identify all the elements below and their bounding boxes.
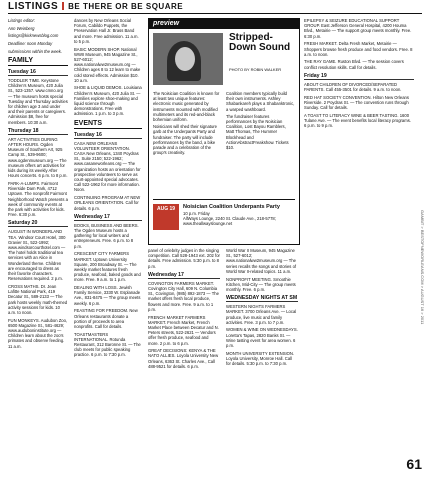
listing-entry: PARK-A-LUMPS. Fairmont Riverside Dam Park, 4712 Uptown. The nonprofit Fairmont Neighborhood Watch presents a week of community events at the park with activities for kids. Free. 6:30 p.m. — [8, 180, 68, 218]
intro-line[interactable]: listings@kirknewsblog.com — [8, 33, 59, 39]
listing-entry: panel of celebrity judges in the singing competition. Call 528-1943 ext. 202 for details. Free admission. 5:30 p.m. to 8 p.m. — [148, 248, 220, 269]
listing-entry: ABOUT CHILDREN OF DIVORCED/SEPARATED PARENTS. Call 455-3501 for details. 9 a.m. to noon. — [304, 81, 402, 93]
listing-entry: FUN MONKEYS. Audubon Zoo, 6500 Magazine St., 581-4629; www.auduboninstitute.org — Children learn about the zoo's primates and observe feeding. 11 a.m. — [8, 317, 68, 349]
listing-entry: DEALING WITH LOSS. Jewish Family Service, 3330 W. Esplanade Ave., 831-8475 — The group meets weekly. 6 p.m. — [74, 285, 141, 306]
column-lower-right — [226, 248, 298, 470]
date-heading: Tuesday 16 — [74, 132, 142, 139]
listing-entry: GREAT DECISIONS: KENYA & THE NATO ALLIES. Loyola University New Orleans, 6363 St. Charles Ave., Call 488-9521 for details. 6 p.m. — [148, 348, 219, 369]
listing-entry: ART ACTIVITIES DURING AFTER HOURS. Ogden Museum of Southern Art, 925 Camp St., 539-9600; www.ogdenmuseum.org — The museum offers art activities for kids during its weekly After Hours concerts. 6 p.m. to 8 p.m. — [8, 136, 68, 179]
listing-entry: NONPROFIT MEETING. Smoothie Kitchen, Mid-City — The group meets monthly. Free. 6 p.m. — [226, 276, 296, 292]
photo-face-shape — [175, 47, 195, 71]
listing-entry: COVINGTON FARMERS MARKET. Covington City Hall, 609 N. Columbia St., Covington, (985) 892-1873 — The market offers fresh local produce, flowers and more. Free. 9 a.m. to 1 p.m. — [148, 280, 219, 312]
listing-entry: BOOKS, BUSINESS AND BEERS. The Ogden Museum hosts a gathering for local writers and entrepreneurs. Free. 6 p.m. to 8 p.m. — [74, 222, 139, 249]
page-number: 61 — [406, 456, 422, 472]
preview-banner — [149, 19, 299, 29]
listing-entry: MONTH UNIVERSITY EXTENSION. Loyola University, Monroe Hall. Call for details. 5:30 p.m. to 7:30 p.m. — [226, 350, 295, 367]
listing-entry: TOASTMASTERS INTERNATIONAL. Rotunda Restaurant, 312 Baronne St. — The club meets for public speaking practice. 6 p.m. to 7:30 p.m. — [74, 331, 141, 358]
preview-body — [153, 91, 295, 155]
event-venue: AllWays Lounge, 2240 St. Claude Ave., 218-5778; www.theallwayslounge.net — [183, 215, 276, 226]
column-family — [8, 18, 68, 468]
listing-entry: CRESCENT CITY FARMERS MARKET. Uptown University Square, 200 Broadway St. — The weekly market features fresh produce, seafood, baked goods and more. Free. 9 a.m. to 1 p.m. — [74, 251, 141, 283]
listing-entry: AUGUST IN WONDERLAND TEA. Windsor Court Hotel, 300 Gravier St., 522-1992; www.windsorcourthotel.com — The hotel holds traditional tea services with an Alice in Wonderland theme. Children are encouraged to dress as their favorite characters. Reservations required. 2 p.m. — [8, 229, 66, 282]
preview-paragraph: Noisicians will shed their signature garb at the Underpants Party and fundraiser. The party will include performances by the band, a bike parade and a celebration of the group's creativity. — [153, 124, 218, 156]
listing-entry: WOMEN & WINE ON WEDNESDAYS. Loretta's Tapas, 2820 Banks St. — Wine tasting event for area women. 6 p.m. — [226, 327, 298, 349]
listing-entry: FRESH MARKET. Delta Fresh Market, Metairie — Shoppers browse fresh produce and food vendors. Free. 8 a.m. to noon. — [304, 41, 413, 57]
intro-line: Ann Weinberg — [8, 25, 35, 31]
event-name: Noisician Coalition Underpants Party — [183, 204, 280, 210]
date-heading: Thursday 18 — [8, 128, 68, 135]
title-divider — [62, 2, 64, 10]
listing-entry: BASIC MODERN SHOP. National WWII Museum, 945 Magazine St., 527-6012; www.nationalww2museum.org — Children ages 8 to 12 learn to make cold stored effects. Admission $10. 10 a.m. — [74, 46, 141, 83]
intro-line: Deadline: noon Monday — [8, 41, 53, 47]
photo-credit: PHOTO BY ROBIN WALKER — [229, 67, 282, 72]
listing-entry: FRENCH MARKET FARMERS MARKET. French Market, French Market Place between Decatur and N. Peters streets, 522-2621 — Vendors offer fresh produce, seafood and more. 2 p.m. to 6 p.m. — [148, 314, 219, 346]
listing-entry: SHOE & LIQUID DEMOS. Louisiana Children's Museum, 420 Julia St. — Families explore shoe-making and liquid science through demonstrations. Free with admission. 1 p.m. to 3 p.m. — [74, 85, 142, 117]
listing-entry: RED HAT SOCIETY CONVENTION. Hilton New Orleans Riverside. 2 Poydras St. — The convention runs through Sunday. Call for details. — [304, 94, 409, 111]
column-lower-mid — [148, 248, 220, 470]
event-date-badge: AUG 19 — [153, 204, 179, 230]
listing-entry: EPILEPSY & SEIZURE EDUCATIONAL SUPPORT GROUP. East Jefferson General Hospital, 4200 Houma Blvd., Metairie — The support group meets monthly. Free. 6:30 p.m. — [304, 18, 412, 39]
events-heading: EVENTS — [74, 120, 142, 129]
family-heading: FAMILY — [8, 57, 68, 66]
listing-entry: WESTERN NIGHTS FARMERS MARKET. 3700 Orleans Ave. — Local produce, live music and family activities. Free. 3 p.m. to 7 p.m. — [226, 304, 297, 325]
listing-entry: World War II Museum, 945 Magazine St., 527-6012; www.nationalww2museum.org — The series recalls the songs and stories of World War II-related topics. 11 a.m. — [226, 248, 297, 274]
listing-entry: CROSS MATHS. Dr. Jean Lafitte National Park, 419 Decatur St., 589-2133 — The park hosts weekly math-themed activity sessions for kids. 10 a.m. to noon. — [8, 283, 68, 315]
intro-line: Listings editor: — [8, 18, 35, 23]
band-photo — [153, 33, 223, 85]
listings-title: LISTINGS — [8, 1, 59, 12]
date-heading: WEDNESDAY NIGHTS AT SM — [226, 295, 298, 302]
listing-entry: CONTINUING PROGRAM AT NEW ORLEANS ORIENTATION. Call for details. 6 p.m. — [74, 195, 141, 211]
preview-paragraph: The Noisician Coalition is known for at least two unique features: electronic music generated by instruments mounted with modified multimeters and its red-and-black bohemian uniform. — [153, 91, 220, 123]
date-heading: Saturday 20 — [8, 220, 68, 227]
listing-entry: THE RAY GAME. Ruston Blvd. — The session covers conflict resolution skills. Call for details. — [304, 59, 404, 70]
listing-entry: FEASTING FOR FREEDOM. New Orleans restaurants donate a portion of proceeds to area nonprofits. Call for details. — [74, 308, 138, 329]
page-footer-line: GAMBIT > BESTOFNEWORLEANS.COM > AUGUST 16 > 2011 — [420, 210, 425, 325]
intro-line: submissions within the week. — [8, 48, 62, 54]
date-heading: Wednesday 17 — [148, 272, 220, 279]
column-events — [74, 18, 142, 468]
listing-entry: A TOAST TO LITERACY WINE & BEER TASTING. 1600 Tulane Ave. — The event benefits local literacy programs. 6 p.m. to 9 p.m. — [304, 112, 411, 129]
preview-label: preview — [153, 20, 180, 27]
date-heading: Friday 19 — [304, 73, 414, 80]
page-header — [0, 0, 430, 14]
listing-entry: CASA NEW ORLEANS VOLUNTEER ORIENTATION. CASA New Orleans, 1340 Poydras St., Suite 2150; 522-1962; www.casaneworleans.org — The organization hosts an orientation for prospective volunteers to serve as court-appointed special advocates. Call 522-1962 for more information. Noon. — [74, 140, 141, 193]
section-subtitle: BE THERE OR BE SQUARE — [68, 2, 184, 11]
event-box — [153, 199, 295, 242]
section-title — [8, 1, 183, 12]
listing-entry: TODDLER TIME. Keystone Children's Museum, 420 Julia St., 523-1357. www.cmno.org — The museum hosts special Tuesday and Thursday activities for children age 3 and under and their parents or caregivers. Admission $8, free for members. 10:30 a.m. — [8, 78, 68, 125]
listing-entry: dances by New Orleans Social Forum, Cabildo Puppets, the Preservation Hall Jr. Brass Band and more. Free admission. 11 a.m. to 5 p.m. — [74, 18, 139, 44]
event-time: 10 p.m. Friday — [183, 210, 210, 216]
event-info — [183, 204, 295, 226]
preview-paragraph: Coalition members typically build their own instruments. Ashley Shabankareh plays a Shabanktronic, a warped washboard. — [226, 91, 295, 112]
preview-box — [148, 18, 300, 245]
date-heading: Tuesday 16 — [8, 69, 68, 76]
column-far-right — [304, 18, 414, 458]
preview-paragraph: The fundraiser features performances by the Noisician Coalition, Lost Bayou Ramblers, Matt Thomas, The Hummer Blockhead and ActionAbstractFreakshow. Tickets $10. — [226, 113, 289, 151]
header-rule — [8, 13, 422, 14]
date-heading: Wednesday 17 — [74, 214, 142, 221]
preview-title: Stripped-Down Sound — [229, 32, 291, 53]
